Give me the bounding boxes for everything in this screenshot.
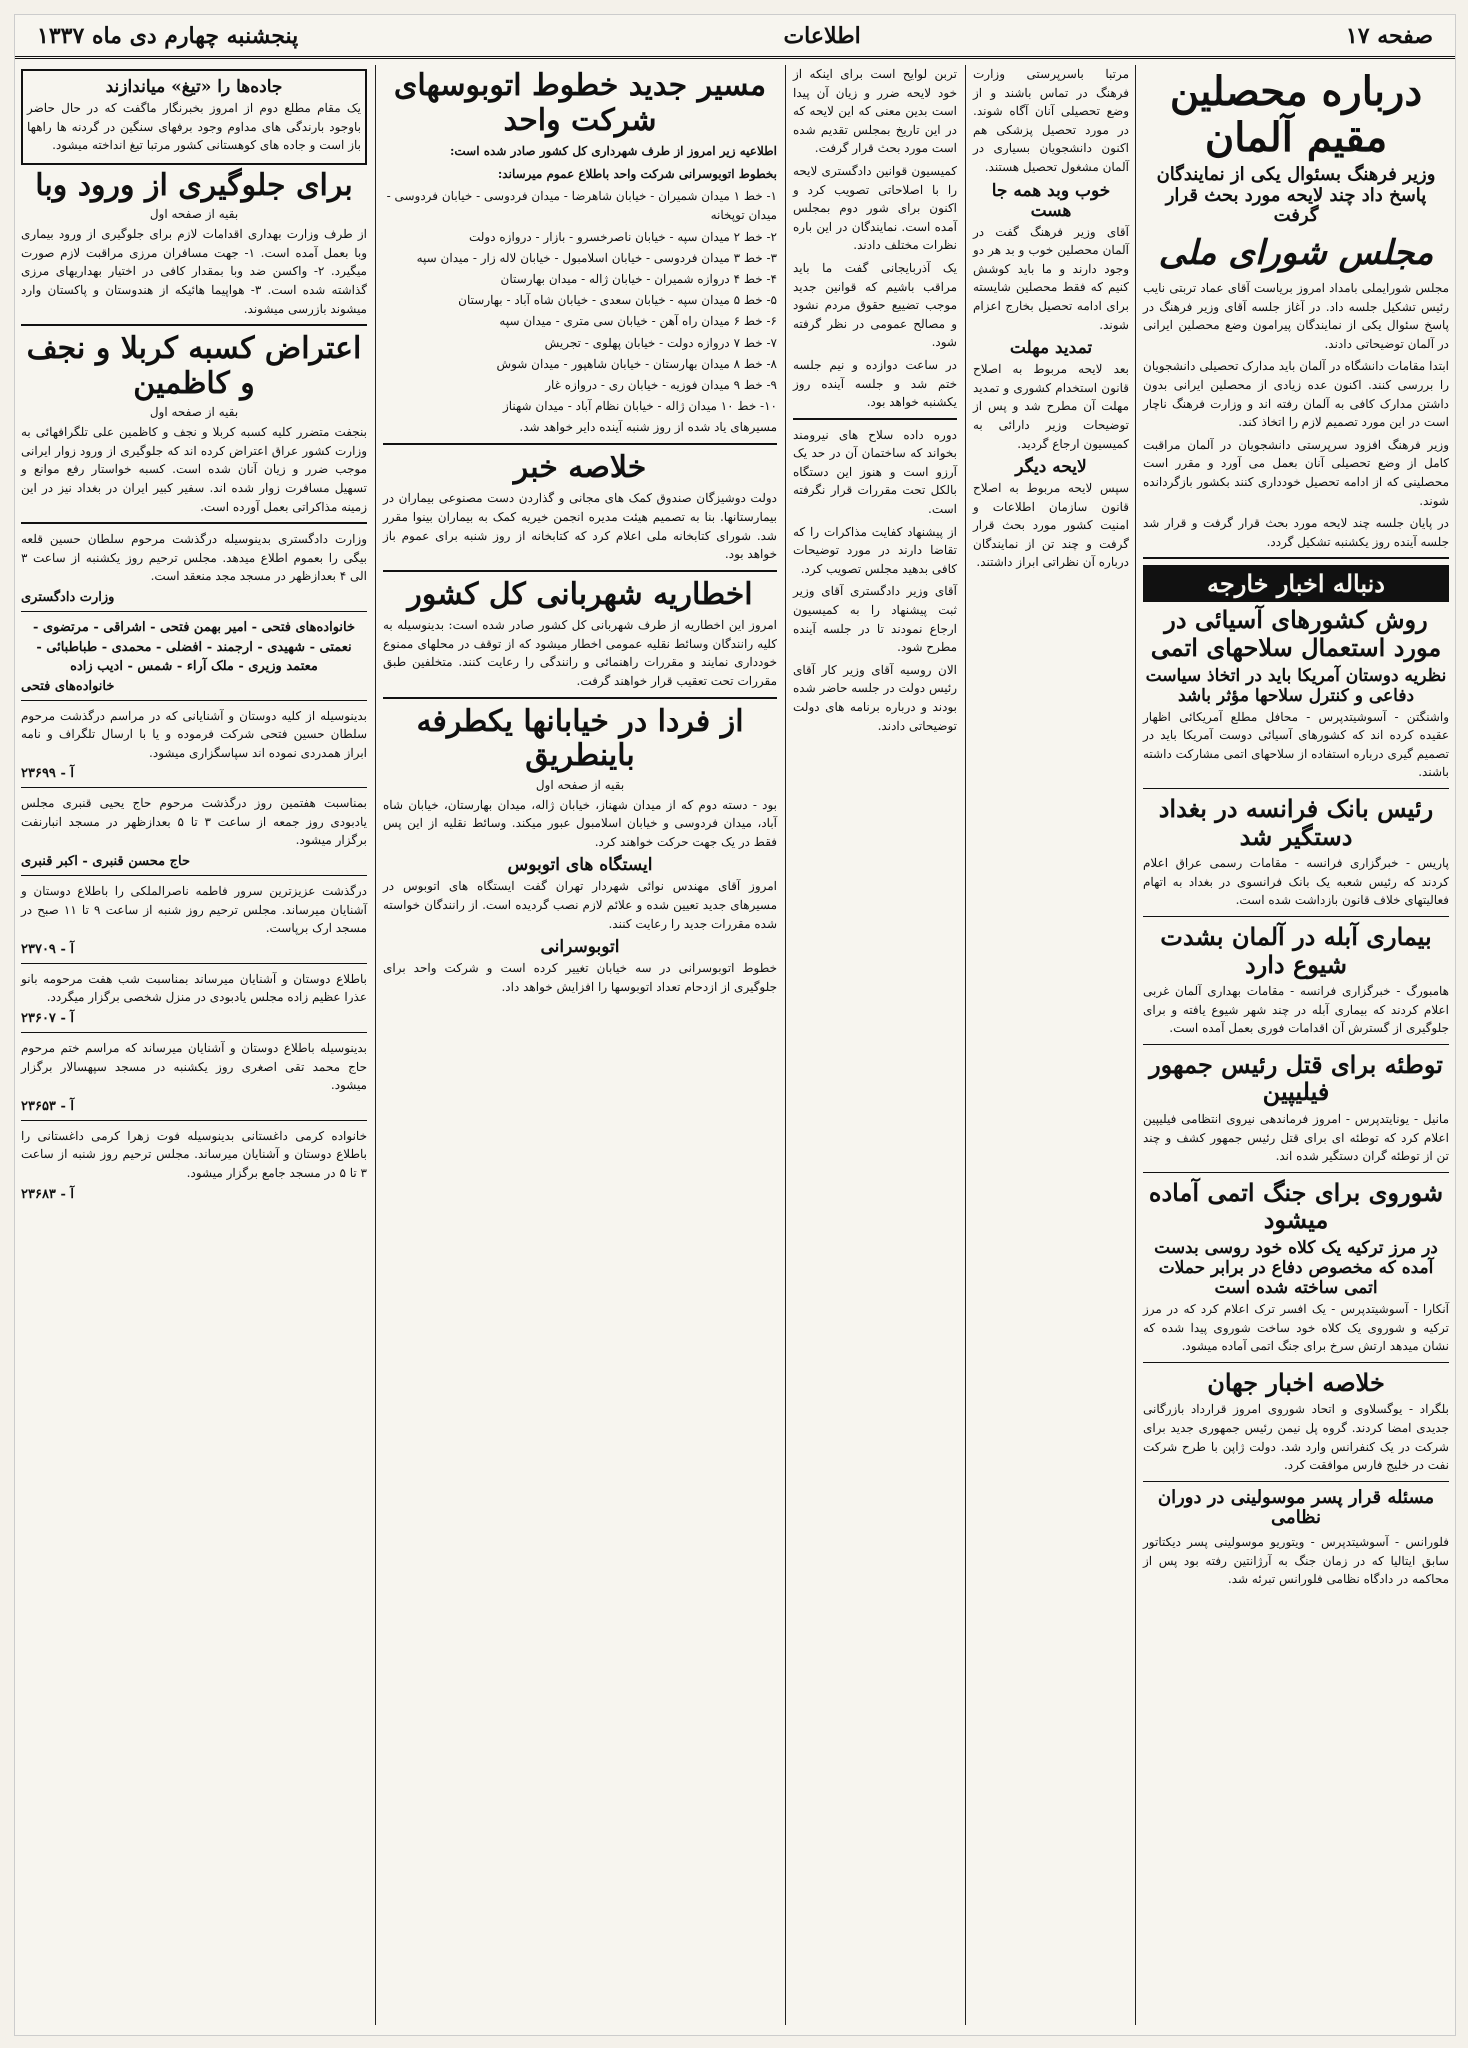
- parliament-logo: مجلس شورای ملی: [1158, 233, 1434, 274]
- divider: [383, 570, 777, 572]
- article-paragraph: خطوط اتوبوسرانی در سه خیابان تغییر کرده است و شرکت واحد برای جلوگیری از ازدحام تعداد اتوبوسها را افزایش خواهد داد.: [383, 961, 777, 994]
- divider: [21, 1032, 367, 1033]
- article-paragraph: مانیل - یونایتدپرس - امروز فرماندهی نیروی انتظامی فیلیپین اعلام کرد که توطئه ای برای قتل رئیس جمهور کشف و چند تن از توطئه گران دستگیر شده اند.: [1143, 1112, 1449, 1164]
- headline-french-bank: رئیس بانک فرانسه در بغداد دستگیر شد: [1158, 793, 1434, 851]
- article-paragraph: در ساعت دوازده و نیم جلسه ختم شد و جلسه آینده روز یکشنبه خواهد بود.: [793, 357, 957, 410]
- headline-mussolini: مسئله قرار پسر موسولینی در دوران نظامی: [1157, 1486, 1435, 1529]
- divider: [793, 418, 957, 420]
- subhead-soviet-atomic: در مرز ترکیه یک کلاه خود روسی بدست آمده که مخصوص دفاع در برابر حملات اتمی ساخته شده است: [1154, 1238, 1438, 1299]
- column-parliament-cont: [967, 65, 1135, 2025]
- headline-soviet-atomic: شوروی برای جنگ اتمی آماده میشود: [1148, 1177, 1444, 1235]
- headline-philippines: توطئه برای قتل رئیس جمهور فیلیپین: [1149, 1049, 1443, 1107]
- article-paragraph: یک آذربایجانی گفت ما باید مراقب باشیم که قوانین جدید موجب تضییع حقوق مردم نشود و مصالح عمومی در نظر گرفته شود.: [793, 260, 957, 350]
- column-parliament-cont2: [787, 65, 963, 2025]
- obituary-notice: [21, 794, 367, 869]
- article-paragraph: مجلس شورایملی بامداد امروز بریاست آقای عماد تربتی نایب رئیس تشکیل جلسه داد. در آغاز جلسه آقای وزیر فرهنگ در پاسخ سئوال یکی از نمایندگان پیرامون وضع محصلین ایرانی در آلمان توضیحاتی دادند.: [1143, 281, 1449, 351]
- article-paragraph: الان روسیه آقای وزیر کار آقای رئیس دولت در جلسه حاضر شده بودند و درباره برنامه های دولت توضیحاتی دادند.: [793, 662, 957, 733]
- bus-route-item: ۶- خط ۶ میدان راه آهن - خیابان سی متری - میدان سپه: [499, 314, 777, 329]
- column-rule: [375, 65, 376, 2025]
- page-number: صفحه ۱۷: [1345, 22, 1433, 49]
- notice-body: خانواده کرمی داغستانی بدینوسیله فوت زهرا کرمی داغستانی را باطلاع دوستان و آشنایان میرساند. مجلس ترحیم روز شنبه از ساعت ۳ تا ۵ در مسجد جامع برگزار میشود.: [21, 1128, 367, 1180]
- article-paragraph: آقای وزیر دادگستری آقای وزیر ثبت پیشنهاد را به کمیسیون ارجاع نمودند تا در جلسه آینده مطرح شود.: [793, 584, 957, 655]
- notice-signature: آ - ۲۳۷۰۹: [21, 941, 74, 957]
- column-parliament: [1137, 65, 1455, 2025]
- article-paragraph: بعد لایحه مربوط به اصلاح قانون استخدام کشوری و تمدید مهلت آن مطرح شد و پس از توضیحات وزیر دارائی به کمیسیون ارجاع گردید.: [973, 362, 1129, 451]
- article-paragraph: بود - دسته دوم که از میدان شهناز، خیابان ژاله، میدان بهارستان، خیابان شاه آباد، میدان فردوسی و خیابان اسلامبول عبور میکند. وسائط نقلیه از این پس فقط در یک جهت حرکت خواهند کرد.: [383, 797, 777, 849]
- bus-route-item: ۳- خط ۳ میدان فردوسی - خیابان اسلامبول - خیابان لاله زار - میدان سپه: [416, 250, 777, 265]
- divider: [21, 324, 367, 326]
- headline-cholera: برای جلوگیری از ورود وبا: [35, 167, 353, 203]
- notice-signature: خانواده‌های فتحی: [21, 678, 115, 694]
- divider: [21, 963, 367, 964]
- obituary-notice: [21, 530, 367, 605]
- column-left: [15, 65, 373, 2025]
- headline-german-students: درباره محصلین مقیم آلمان: [1169, 68, 1423, 161]
- subhead-asia-atomic: نظریه دوستان آمریکا باید در اتخاذ سیاست دفاعی و کنترل سلاحها مؤثر باشد: [1145, 665, 1447, 706]
- divider: [1143, 1481, 1449, 1482]
- article-paragraph: مسیرهای یاد شده از روز شنبه آینده دایر خواهد شد.: [519, 420, 777, 435]
- divider: [21, 1120, 367, 1121]
- issue-date: پنجشنبه چهارم دی ماه ۱۳۳۷: [37, 22, 299, 49]
- column-rule: [1135, 65, 1136, 2025]
- headline-bus-routes: مسیر جدید خطوط اتوبوسهای شرکت واحد: [393, 68, 767, 138]
- article-paragraph: امروز این اخطاریه از طرف شهربانی کل کشور صادر شده است: بدینوسیله به کلیه رانندگان وسائط نقلیه عمومی اخطار میشود که از توقف در محلهای ممنوع خودداری نمایند و مقررات راهنمائی و رانندگی را رعایت کنند. متخلفین طبق مقررات تحت تعقیب قرار خواهند گرفت.: [383, 618, 777, 688]
- notice-body: بدینوسیله از کلیه دوستان و آشنایانی که در مراسم درگذشت مرحوم سلطان حسین فتحی شرکت فرموده و یا با ارسال تلگراف و نامه ابراز همدردی نموده اند سپاسگزاری میشود.: [21, 708, 367, 760]
- headline-police-warning: اخطاریه شهربانی کل کشور: [407, 576, 753, 612]
- subhead-german-students: وزیر فرهنگ بسئوال یکی از نمایندگان پاسخ داد چند لایحه مورد بحث قرار گرفت: [1156, 164, 1436, 227]
- divider: [1143, 557, 1449, 559]
- bus-route-item: ۹- خط ۹ میدان فوزیه - خیابان ری - دروازه غار: [545, 377, 777, 392]
- paper-name: اطلاعات: [783, 22, 861, 49]
- article-paragraph: از پیشنهاد کفایت مذاکرات را که تقاضا دارند در مورد توضیحات کافی بدهید مجلس تصویب کرد.: [793, 524, 957, 576]
- bus-route-item: ۴- خط ۴ دروازه شمیران - خیابان ژاله - میدان بهارستان: [500, 271, 777, 286]
- section-subhead: لایحه دیگر: [1015, 457, 1087, 478]
- article-paragraph: مرتبا باسرپرستی وزارت فرهنگ در تماس باشند و از وضع تحصیلی آنان آگاه شوند. در مورد تحصیل پزشکی هم اکنون دانشجویان بسیاری در آلمان مشغول تحصیل هستند.: [973, 67, 1129, 174]
- column-city: [377, 65, 783, 2025]
- roads-box-title: جاده‌ها را «تیغ» میاندازند: [105, 77, 283, 97]
- article-paragraph: هامبورگ - خبرگزاری فرانسه - مقامات بهداری آلمان غربی اعلام کردند که بیماری آبله در چند شهر شیوع یافته و برای جلوگیری از گسترش آن اقدامات فوری بعمل آمده است.: [1143, 984, 1449, 1036]
- headline-news-summary: خلاصه خبر: [513, 449, 647, 485]
- divider: [21, 700, 367, 701]
- divider: [21, 611, 367, 612]
- notice-body: بدینوسیله باطلاع دوستان و آشنایان میرساند که مراسم ختم مرحوم حاج محمد تقی اصغری روز یکشنبه در مسجد سپهسالار برگزار میشود.: [21, 1041, 367, 1093]
- divider: [1143, 1362, 1449, 1363]
- headline-karbala-protest: اعتراض کسبه کربلا و نجف و کاظمین: [26, 331, 362, 401]
- article-paragraph: واشنگتن - آسوشیتدپرس - محافل مطلع آمریکائی اظهار عقیده کرده اند که کشورهای آسیائی دوست آمریکا باید در تصمیم گیری درباره استفاده از سلاحهای اتمی مشارکت داشته باشند.: [1143, 709, 1449, 780]
- notice-body: وزارت دادگستری بدینوسیله درگذشت مرحوم سلطان حسین قلعه بیگی را بعموم اطلاع میدهد. مجلس ترحیم روز یکشنبه از ساعت ۳ الی ۴ بعدازظهر در مسجد مجد منعقد است.: [21, 532, 367, 584]
- bus-route-item: ۵- خط ۵ میدان سپه - خیابان سعدی - خیابان شاه آباد - بهارستان: [458, 293, 777, 308]
- bus-route-item: ۱- خط ۱ میدان شمیران - خیابان شاهرضا - میدان فردوسی - خیابان فردوسی - میدان توپخانه: [386, 189, 777, 223]
- masthead: [15, 15, 1455, 59]
- article-paragraph: بلگراد - یوگسلاوی و اتحاد شوروی امروز قرارداد بازرگانی جدیدی امضا کردند. گروه پل نیمن رئیس جمهوری جدید برای شرکت در یک کنفرانس وارد شد. دولت ژاپن با طرح شرکت نفت در خلیج فارس موافقت کرد.: [1143, 1402, 1449, 1473]
- obituary-notice: [21, 1039, 367, 1114]
- divider: [21, 787, 367, 788]
- notice-signature: آ - ۲۳۶۰۷: [21, 1011, 74, 1027]
- headline-smallpox: بیماری آبله در آلمان بشدت شیوع دارد: [1160, 921, 1432, 979]
- bus-route-item: ۱۰- خط ۱۰ میدان ژاله - خیابان نظام آباد - میدان شهناز: [502, 399, 777, 414]
- notice-body: باطلاع دوستان و آشنایان میرساند بمناسبت شب هفت مرحومه بانو عذرا عظیم زاده مجلس یادبودی در منزل شخصی برگزار میگردد.: [21, 971, 367, 1005]
- section-subhead: ایستگاه های اتوبوس: [507, 855, 653, 876]
- section-subhead: خوب وبد همه جا هست: [991, 180, 1111, 221]
- article-paragraph: دوره داده سلاح های نیرومند بخواند که ساختمان آن در حد یک آرزو است و هنوز این دستگاه بالکل تحت مقررات قرار نگرفته است.: [793, 427, 957, 517]
- notice-signature: آ - ۲۳۶۹۹: [21, 766, 74, 782]
- obituary-notice: [21, 618, 367, 694]
- notice-signature: وزارت دادگستری: [21, 590, 115, 605]
- divider: [1143, 1044, 1449, 1045]
- bus-route-list: [383, 187, 777, 416]
- article-paragraph: وزیر فرهنگ افزود سرپرستی دانشجویان در آلمان مراقبت کامل از وضع تحصیلی آنان بعمل می آورد و مقرر است محصلینی که از ادامه تحصیل خودداری کنند بکشور بازگردانده شوند.: [1143, 437, 1449, 508]
- article-paragraph: فلورانس - آسوشیتدپرس - ویتوریو موسولینی پسر دیکتاتور سابق ایتالیا که در زمان جنگ به آرژانتین رفته بود پس از محاکمه در دادگاه نظامی فلورانس تبرئه شد.: [1143, 1535, 1449, 1587]
- article-paragraph: ابتدا مقامات دانشگاه در آلمان باید مدارک تحصیلی دانشجویان را بررسی کنند. اکنون عده زیادی از محصلین ایرانی بدون داشتن مدارک کافی به آلمان رفته اند و وزارت فرهنگ ناچار است در این مورد تصمیم لازم را اتخاذ کند.: [1143, 359, 1449, 430]
- notice-line: بخطوط اتوبوسرانی شرکت واحد باطلاع عموم میرساند:: [497, 166, 777, 181]
- continued-note: بقیه از صفحه اول: [149, 405, 239, 420]
- continued-note: بقیه از صفحه اول: [149, 207, 239, 222]
- notice-body: درگذشت عزیزترین سرور فاطمه ناصرالملکی را باطلاع دوستان و آشنایان میرساند. مجلس ترحیم روز شنبه از ساعت ۹ تا ۱۱ صبح در مسجد ارک برپاست.: [21, 884, 368, 936]
- notice-body: بمناسبت هفتمین روز درگذشت مرحوم حاج یحیی قنبری مجلس یادبودی روز جمعه از ساعت ۳ تا ۵ بعدازظهر در مسجد انبارنفت برگزار میشود.: [21, 796, 368, 848]
- headline-world-summary: خلاصه اخبار جهان: [1207, 1367, 1385, 1397]
- newspaper-page: [14, 14, 1456, 2036]
- article-paragraph: در پایان جلسه چند لایحه مورد بحث قرار گرفت و قرار شد جلسه آینده روز یکشنبه تشکیل گردد.: [1143, 516, 1449, 549]
- roads-box: [21, 69, 367, 165]
- obituary-notice: [21, 882, 367, 957]
- divider: [383, 443, 777, 445]
- article-paragraph: یک مقام مطلع دوم از امروز بخبرنگار ماگفت که در حال حاضر باوجود بارندگی های مداوم وجود برفهای سنگین در گردنه ها راهها باز است و جاده های کوهستانی کشور مرتبا تیغ انداخته میشود.: [27, 101, 361, 153]
- article-paragraph: تربن لوایح است برای اینکه از خود لایحه ضرر و زیان آن پیدا است بدین معنی که این لایحه که در این تاریخ بمجلس تقدیم شده است مورد بحث قرار گرفت.: [793, 67, 957, 156]
- section-subhead: تمدید مهلت: [1009, 338, 1093, 359]
- headline-asia-atomic: روش کشورهای آسیائی در مورد استعمال سلاحهای اتمی: [1150, 605, 1442, 662]
- divider: [383, 697, 777, 699]
- column-rule: [785, 65, 786, 2025]
- obituary-notice: [21, 970, 367, 1026]
- notice-body: خانواده‌های فتحی - امیر بهمن فتحی - اشراقی - مرتضوی - نعمتی - شهیدی - ارجمند - افضلی - محمدی - طباطبائی - معتمد وزیری - ملک آراء - شمس - ادیب زاده: [32, 620, 356, 674]
- notice-signature: حاج محسن قنبری - اکبر قنبری: [21, 854, 190, 870]
- article-paragraph: سپس لایحه مربوط به اصلاح قانون سازمان اطلاعات و امنیت کشور مورد بحث قرار گرفت و چند تن از نمایندگان درباره آن نظراتی ابراز داشتند.: [973, 481, 1129, 570]
- divider: [1143, 788, 1449, 789]
- column-rule: [965, 65, 966, 2025]
- article-paragraph: آنکارا - آسوشیتدپرس - یک افسر ترک اعلام کرد که در مرز ترکیه و شوروی یک کلاه خود ساخت شوروی پیدا شده که نشان میدهد ارتش سرخ برای جنگ اتمی آماده میشود.: [1143, 1302, 1449, 1354]
- notice-intro: اطلاعیه زیر امروز از طرف شهرداری کل کشور صادر شده است:: [449, 144, 777, 158]
- headline-one-way-streets: از فردا در خیابانها یکطرفه باینطریق: [416, 703, 744, 774]
- section-subhead: اتوبوسرانی: [540, 937, 620, 958]
- article-paragraph: از طرف وزارت بهداری اقدامات لازم برای جلوگیری از ورود بیماری وبا بعمل آمده است. ۱- جهت مسافران مرزی مراقبت لازم صورت میگیرد. ۲- واکسن ضد وبا بمقدار کافی در اختیار بهداریهای مرزی گذاشته شده است. ۳- هواپیما هائیکه از هندوستان و پاکستان وارد میشوند بازرسی میشوند.: [21, 227, 367, 316]
- obituary-notice: [21, 1127, 367, 1202]
- article-paragraph: دولت دوشیزگان صندوق کمک های مجانی و گذاردن دست مصنوعی بیماران در بیمارستانها. بنا به تصمیم هیئت مدیره انجمن خیریه کمک به بیماران بینوا مقرر شد. شورای کتابخانه ملی اعلام کرد که کتابخانه از روز شنبه برای عموم باز خواهد بود.: [383, 491, 777, 562]
- bus-route-item: ۲- خط ۲ میدان سپه - خیابان ناصرخسرو - بازار - دروازه دولت: [468, 229, 777, 244]
- article-paragraph: امروز آقای مهندس نوائی شهردار تهران گفت ایستگاه های اتوبوس در مسیرهای جدید تعیین شده و علائم لازم نصب گردیده است. از رانندگان خواسته شده مقررات جدید را رعایت کنند.: [383, 879, 777, 931]
- bus-route-item: ۷- خط ۷ دروازه دولت - خیابان پهلوی - تجریش: [544, 335, 777, 350]
- divider: [21, 522, 367, 524]
- divider: [21, 875, 367, 876]
- article-paragraph: آقای وزیر فرهنگ گفت در آلمان محصلین خوب و بد هر دو وجود دارند و ما باید کوشش کنیم که فقط محصلین شایسته برای ادامه تحصیل بخارج اعزام شوند.: [973, 224, 1129, 332]
- article-paragraph: بنجفت متضرر کلیه کسبه کربلا و نجف و کاظمین علی تلگرافهائی به وزارت کشور عراق اعتراض کرده اند که جلوگیری از ورود زوار ایرانی موجب ضرر و زیان آنان شده است. کسبه خواستار رفع موانع و تسهیل مسافرت زوار شده اند. سفیر کبیر ایران در بغداد نیز در این زمینه مذاکراتی بعمل آورده است.: [21, 425, 367, 514]
- article-paragraph: پاریس - خبرگزاری فرانسه - مقامات رسمی عراق اعلام کردند که رئیس شعبه یک بانک فرانسوی در بغداد به اتهام فعالیتهای خلاف قانون بازداشت شده است.: [1143, 856, 1449, 908]
- notice-signature: آ - ۲۳۶۸۳: [21, 1186, 74, 1202]
- obituary-notice: [21, 707, 367, 782]
- bus-route-item: ۸- خط ۸ میدان بهارستان - خیابان شاهپور - میدان شوش: [496, 356, 777, 371]
- divider: [1143, 916, 1449, 917]
- foreign-news-banner: دنباله اخبار خارجه: [1143, 565, 1449, 602]
- divider: [1143, 1172, 1449, 1173]
- notice-signature: آ - ۲۳۶۵۳: [21, 1098, 74, 1114]
- article-paragraph: کمیسیون قوانین دادگستری لایحه را با اصلاحاتی تصویب کرد و اکنون برای شور دوم بمجلس آمده است. نمایندگان در این باره نظرات مختلف دادند.: [793, 163, 957, 253]
- continued-note: بقیه از صفحه اول: [535, 777, 625, 792]
